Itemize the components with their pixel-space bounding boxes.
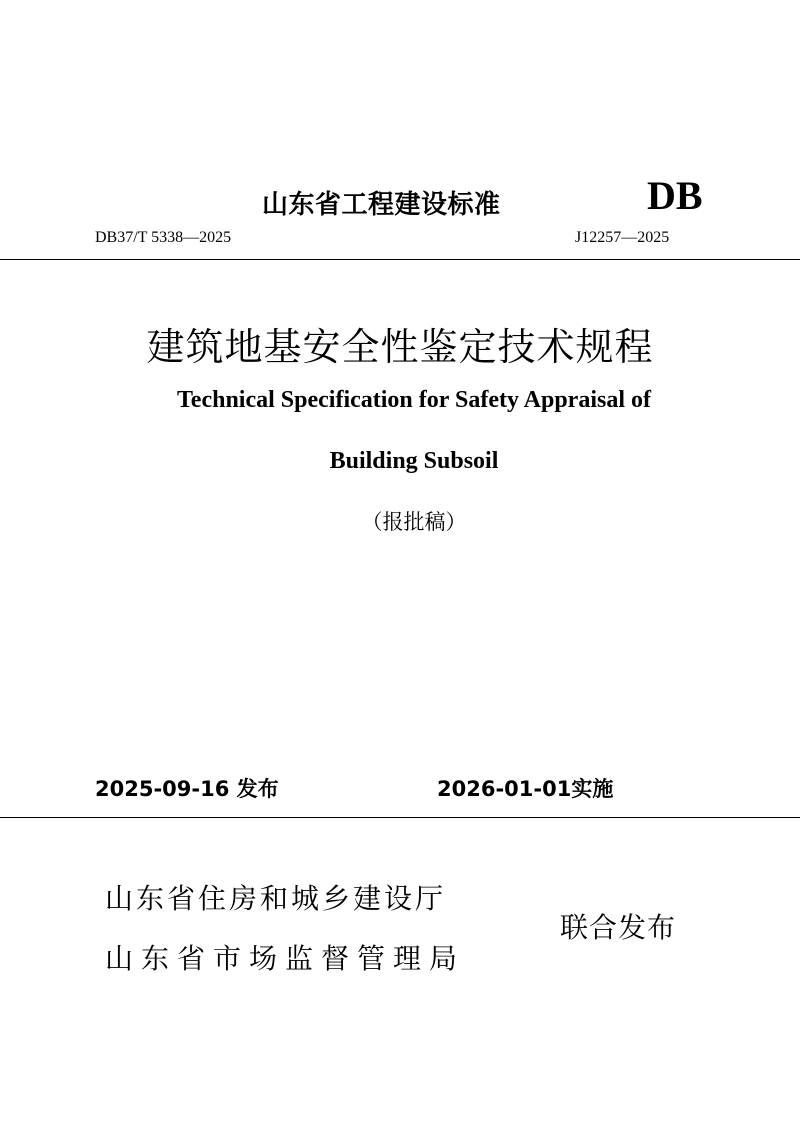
draft-stage-label: （报批稿） (361, 510, 467, 534)
issuer-housing-department: 山东省住房和城乡建设厅 (105, 882, 447, 915)
record-number: J12257—2025 (575, 229, 670, 246)
implementation-date: 2026-01-01实施 (437, 777, 614, 801)
issue-date: 2025-09-16 发布 (95, 777, 279, 801)
chinese-title: 建筑地基安全性鉴定技术规程 (146, 325, 654, 369)
db-standard-mark: DB (647, 173, 703, 218)
english-title-line-1: Technical Specification for Safety Appraisal of (177, 387, 651, 413)
english-title-line-2: Building Subsoil (329, 448, 499, 474)
top-divider (0, 259, 800, 260)
issuer-market-regulation-bureau: 山东省市场监督管理局 (105, 942, 466, 975)
standard-number: DB37/T 5338—2025 (95, 229, 232, 246)
bottom-divider (0, 817, 800, 818)
joint-release-label: 联合发布 (560, 911, 677, 944)
standard-series-title: 山东省工程建设标准 (262, 190, 501, 220)
